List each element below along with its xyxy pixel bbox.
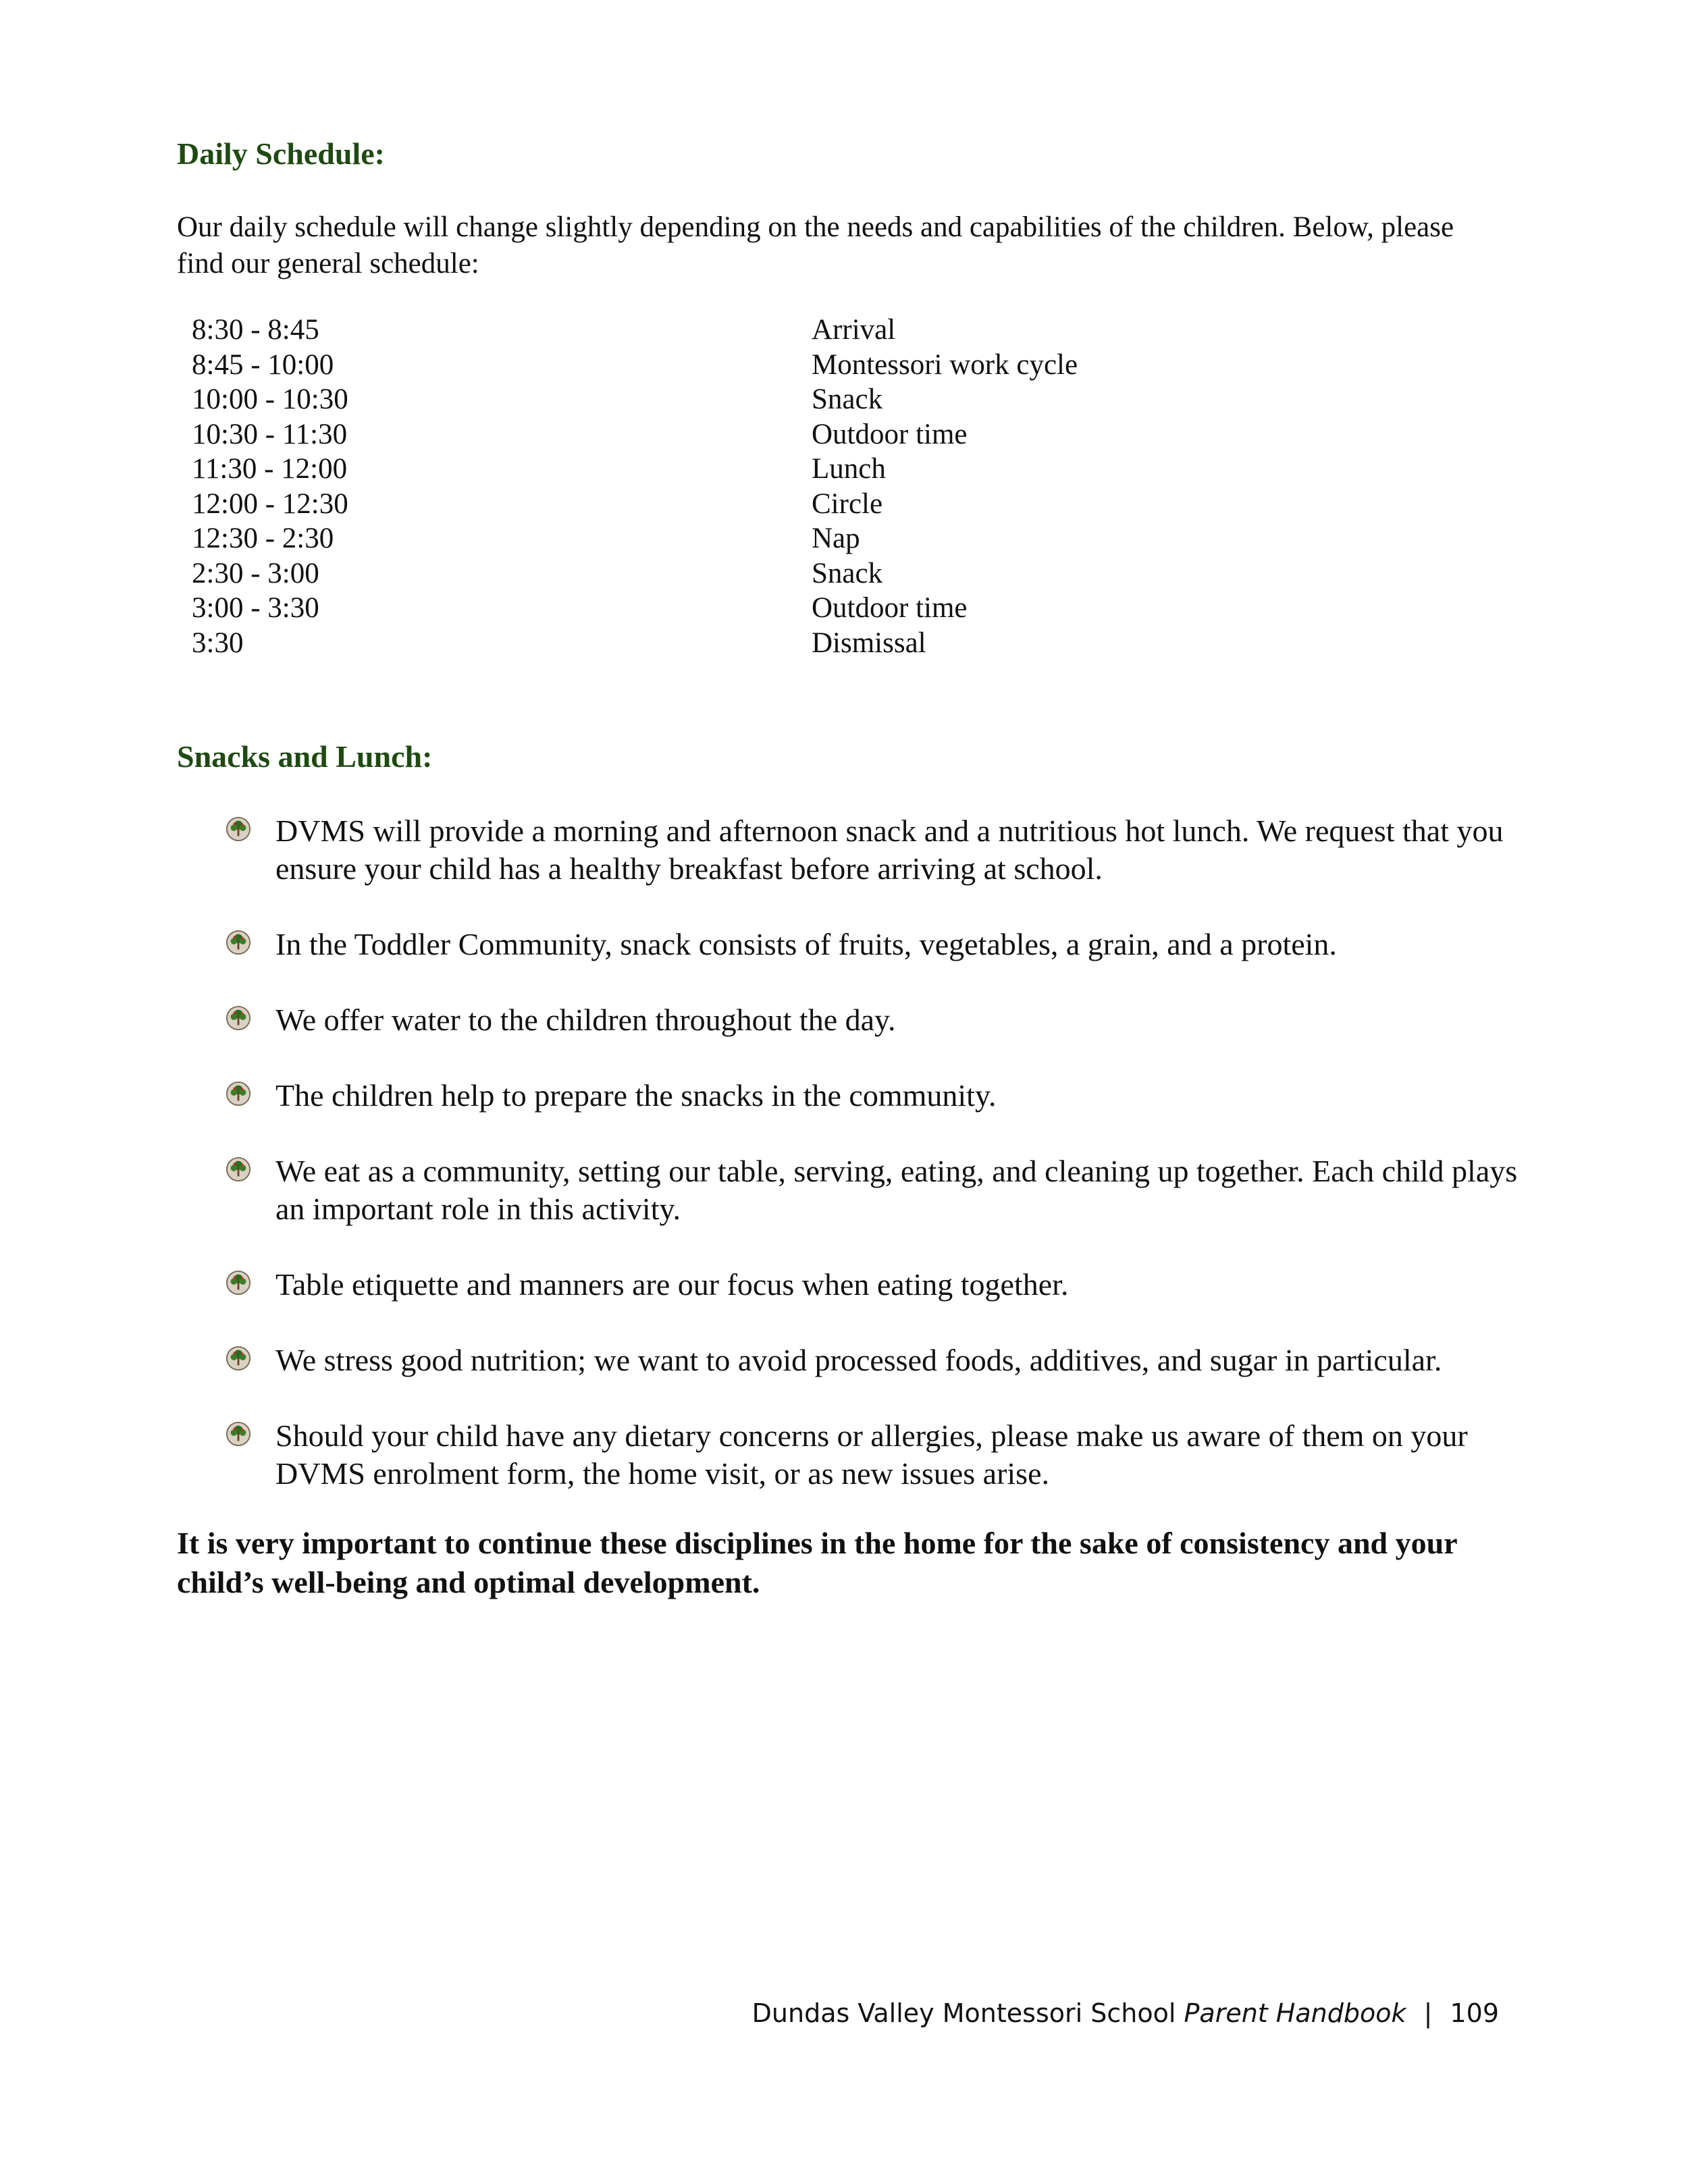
- schedule-row: [192, 591, 1514, 626]
- tree-emblem-icon: [226, 816, 251, 842]
- closing-statement: It is very important to continue these disciplines in the home for the sake of consistency and your child’s well-being and optimal development.: [177, 1526, 1457, 1600]
- daily-schedule-heading: Daily Schedule:: [177, 136, 385, 171]
- schedule-activity: Outdoor time: [812, 592, 968, 624]
- footer-handbook-title: Parent Handbook: [1184, 1998, 1406, 2028]
- schedule-time: 12:00 - 12:30: [192, 487, 348, 520]
- tree-emblem-icon: [226, 1270, 251, 1296]
- schedule-row: [192, 382, 1514, 417]
- list-item-text: Should your child have any dietary concerns or allergies, please make us aware of them on your DVMS enrolment form, the home visit, or as new issues arise.: [275, 1418, 1468, 1491]
- schedule-time: 11:30 - 12:00: [192, 453, 348, 485]
- list-item: [177, 1152, 1538, 1228]
- list-item-text: We stress good nutrition; we want to avoid processed foods, additives, and sugar in particular.: [275, 1343, 1442, 1378]
- schedule-row: [192, 452, 1514, 487]
- schedule-time: 3:00 - 3:30: [192, 592, 319, 624]
- page-number: 109: [1450, 1998, 1499, 2028]
- schedule-activity: Circle: [812, 487, 883, 520]
- list-item-text: DVMS will provide a morning and afternoon snack and a nutritious hot lunch. We request that you ensure your child has a healthy breakfast before arriving at school.: [275, 814, 1504, 886]
- schedule-time: 10:30 - 11:30: [192, 418, 348, 450]
- list-item-text: The children help to prepare the snacks in the community.: [275, 1078, 997, 1113]
- schedule-row: [192, 556, 1514, 591]
- page-footer: [752, 1998, 1499, 2028]
- tree-emblem-icon: [226, 1081, 251, 1107]
- tree-emblem-icon: [226, 1346, 251, 1371]
- list-item: [177, 1077, 1538, 1115]
- schedule-time: 12:30 - 2:30: [192, 523, 334, 555]
- schedule-row: [192, 417, 1514, 452]
- list-item-text: We eat as a community, setting our table, serving, eating, and cleaning up together. Each child plays an important role in this activity.: [275, 1154, 1518, 1227]
- schedule-activity: Montessori work cycle: [812, 348, 1078, 381]
- schedule-time: 8:45 - 10:00: [192, 348, 334, 381]
- schedule-table: [192, 313, 1514, 660]
- schedule-row: [192, 487, 1514, 522]
- schedule-activity: Outdoor time: [812, 418, 968, 450]
- schedule-activity: Snack: [812, 557, 883, 589]
- footer-school-name: Dundas Valley Montessori School: [751, 1998, 1176, 2028]
- list-item-text: We offer water to the children throughout the day.: [275, 1003, 896, 1038]
- list-item-text: In the Toddler Community, snack consists of fruits, vegetables, a grain, and a protein.: [275, 927, 1337, 962]
- schedule-row: [192, 521, 1514, 556]
- schedule-activity: Dismissal: [812, 627, 926, 659]
- schedule-row: [192, 626, 1514, 661]
- handbook-page: [177, 135, 1518, 1602]
- schedule-time: 2:30 - 3:00: [192, 557, 319, 589]
- schedule-time: 3:30: [192, 627, 244, 659]
- schedule-activity: Snack: [812, 383, 883, 416]
- daily-schedule-intro: Our daily schedule will change slightly depending on the needs and capabilities of the children. Below, please find our general schedule:: [177, 211, 1454, 280]
- list-item: [177, 926, 1538, 963]
- schedule-activity: Nap: [812, 523, 860, 555]
- list-item-text: Table etiquette and manners are our focus when eating together.: [275, 1267, 1069, 1302]
- schedule-time: 8:30 - 8:45: [192, 314, 319, 346]
- list-item: [177, 1001, 1538, 1039]
- tree-emblem-icon: [226, 930, 251, 955]
- schedule-activity: Lunch: [812, 453, 886, 485]
- footer-separator: |: [1423, 1998, 1433, 2028]
- tree-emblem-icon: [226, 1156, 251, 1182]
- schedule-row: [192, 313, 1514, 348]
- list-item: [177, 1417, 1538, 1493]
- snacks-bullet-list: [177, 812, 1518, 1493]
- schedule-row: [192, 348, 1514, 383]
- list-item: [177, 1341, 1538, 1379]
- snacks-lunch-heading: Snacks and Lunch:: [177, 739, 433, 774]
- schedule-activity: Arrival: [812, 314, 896, 346]
- list-item: [177, 1266, 1538, 1304]
- tree-emblem-icon: [226, 1421, 251, 1447]
- list-item: [177, 812, 1538, 888]
- tree-emblem-icon: [226, 1005, 251, 1031]
- schedule-time: 10:00 - 10:30: [192, 383, 348, 416]
